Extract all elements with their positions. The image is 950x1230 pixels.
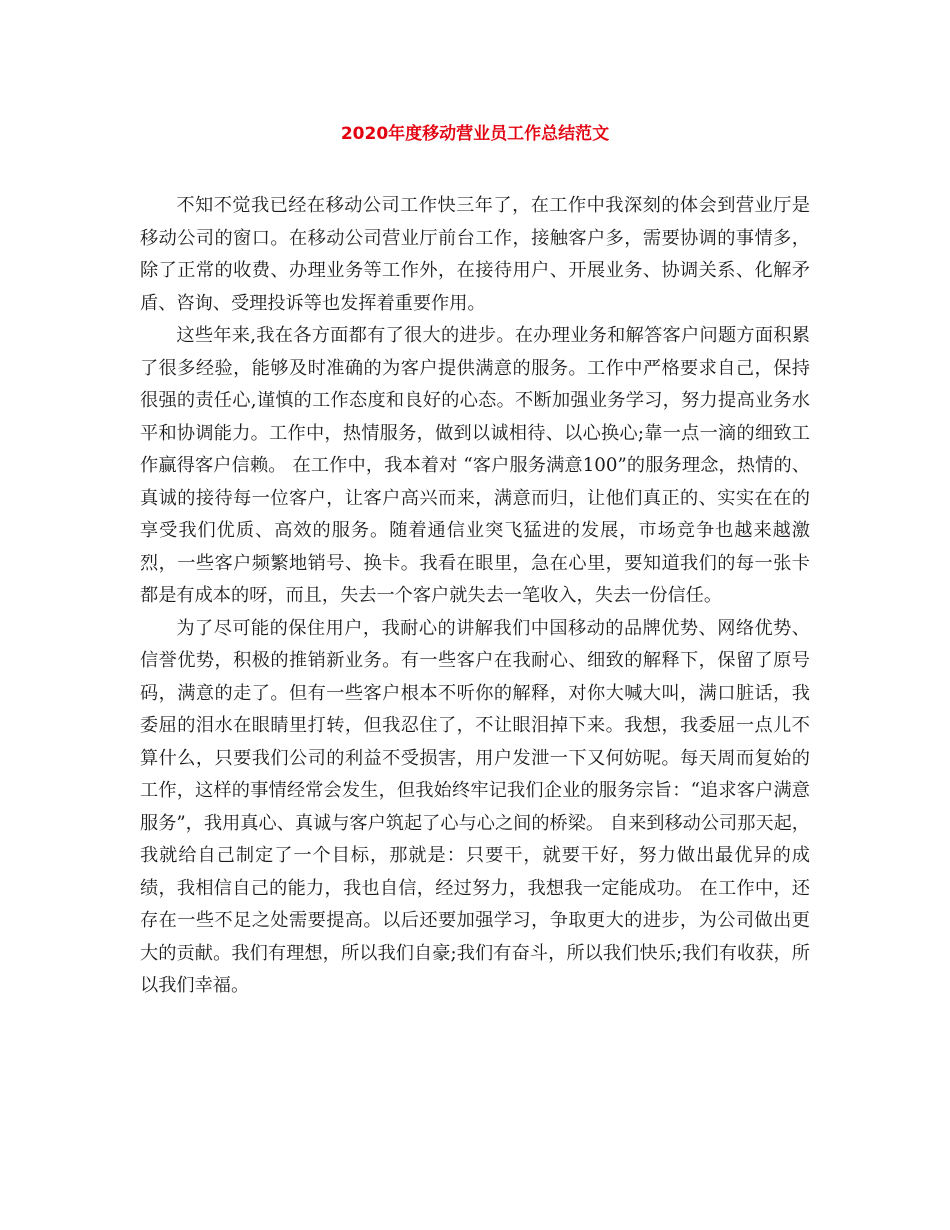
page-title: 2020年度移动营业员工作总结范文 [340, 124, 610, 144]
paragraph-2: 这些年来,我在各方面都有了很大的进步。在办理业务和解答客户问题方面积累了很多经验，能够及时准确的为客户提供满意的服务。工作中严格要求自己，保持很强的责任心,谨慎的工作态度和良好的心态。不断加强业务学习，努力提高业务水平和协调能力。工作中，热情服务，做到以诚相待、以心换心;靠一点一滴的细致工作赢得客户信赖。 在工作中，我本着对 “客户服务满意100”的服务理念，热情的、真诚的接待每一位客户，让客户高兴而来，满意而归，让他们真正的、实实在在的享受我们优质、高效的服务。随着通信业突飞猛进的发展，市场竞争也越来越激烈，一些客户频繁地销号、换卡。我看在眼里，急在心里，要知道我们的每一张卡都是有成本的呀，而且，失去一个客户就失去一笔收入，失去一份信任。 [140, 325, 810, 606]
paragraph-3: 为了尽可能的保住用户，我耐心的讲解我们中国移动的品牌优势、网络优势、信誉优势，积极的推销新业务。有一些客户在我耐心、细致的解释下，保留了原号码，满意的走了。但有一些客户根本不听你的解释，对你大喊大叫，满口脏话，我委屈的泪水在眼睛里打转，但我忍住了，不让眼泪掉下来。我想，我委屈一点儿不算什么，只要我们公司的利益不受损害，用户发泄一下又何妨呢。每天周而复始的工作，这样的事情经常会发生，但我始终牢记我们企业的服务宗旨：“追求客户满意服务”，我用真心、真诚与客户筑起了心与心之间的桥梁。 自来到移动公司那天起，我就给自己制定了一个目标，那就是：只要干，就要干好，努力做出最优异的成绩，我相信自己的能力，我也自信，经过努力，我想我一定能成功。 在工作中，还存在一些不足之处需要提高。以后还要加强学习，争取更大的进步，为公司做出更大的贡献。我们有理想，所以我们自豪;我们有奋斗，所以我们快乐;我们有收获，所以我们幸福。 [140, 617, 810, 996]
paragraph-1: 不知不觉我已经在移动公司工作快三年了，在工作中我深刻的体会到营业厅是移动公司的窗口。在移动公司营业厅前台工作，接触客户多，需要协调的事情多，除了正常的收费、办理业务等工作外，在接待用户、开展业务、协调关系、化解矛盾、咨询、受理投诉等也发挥着重要作用。 [140, 195, 810, 314]
document-body [140, 190, 810, 1003]
